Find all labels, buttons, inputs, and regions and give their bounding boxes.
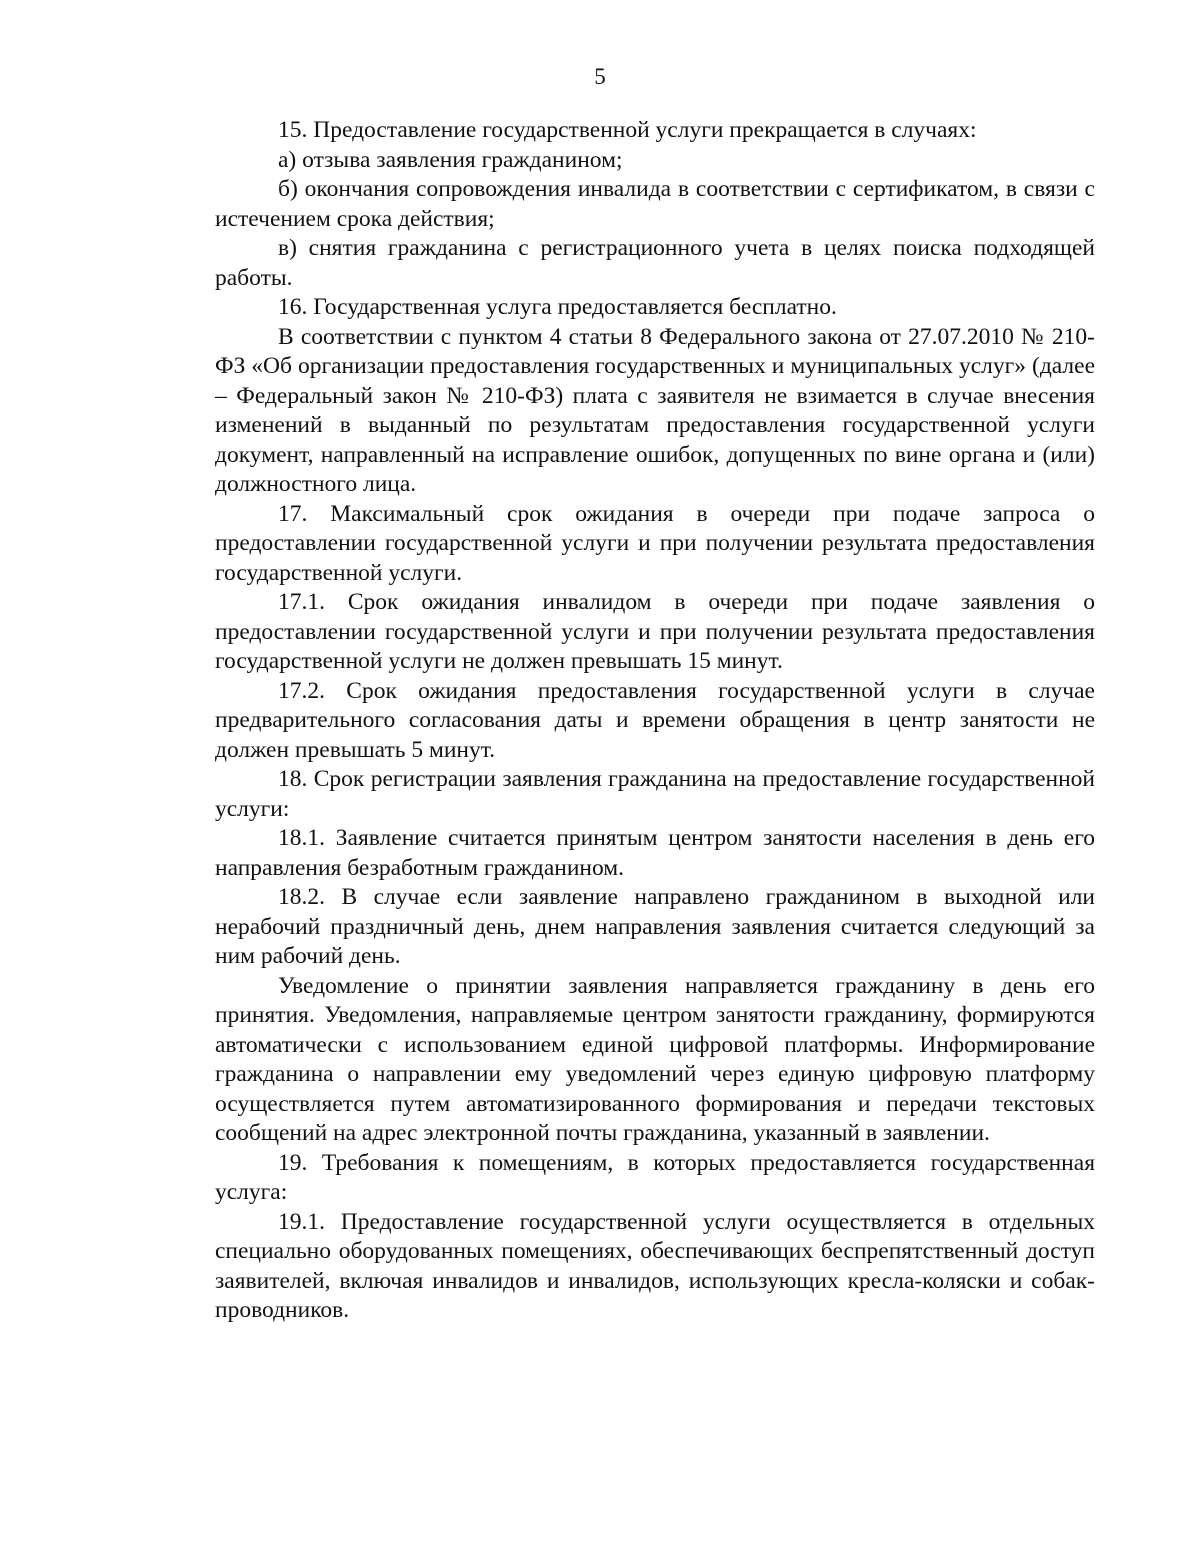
paragraph-17: 17. Максимальный срок ожидания в очереди при подаче запроса о предоставлении государственной услуги и при получении результата предоставления государственной услуги. [215, 500, 1095, 586]
paragraph-19-1: 19.1. Предоставление государственной услуги осуществляется в отдельных специально оборудованных помещениях, обеспечивающих беспрепятственный доступ заявителей, включая инвалидов и инвалидов, использующих кресла-коляски и собак-проводников. [215, 1208, 1095, 1323]
paragraph-18-2: 18.2. В случае если заявление направлено гражданином в выходной или нерабочий праздничный день, днем направления заявления считается следующий за ним рабочий день. [215, 884, 1095, 969]
paragraph-15-a: а) отзыва заявления гражданином; [278, 146, 623, 173]
paragraph-17-1: 17.1. Срок ожидания инвалидом в очереди при подаче заявления о предоставлении государственной услуги и при получении результата предоставления государственной услуги не должен превышать 15 минут. [215, 589, 1095, 674]
paragraph-19: 19. Требования к помещениям, в которых предоставляется государственная услуга: [215, 1149, 1095, 1205]
paragraph-16: 16. Государственная услуга предоставляется бесплатно. [278, 294, 837, 320]
paragraph-15-b: б) окончания сопровождения инвалида в соответствии с сертификатом, в связи с истечением срока действия; [215, 176, 1095, 232]
paragraph-15: 15. Предоставление государственной услуги прекращается в случаях: [278, 117, 977, 143]
paragraph-18-notification: Уведомление о принятии заявления направляется гражданину в день его принятия. Уведомления, направляемые центром занятости гражданину, формируются автоматически с использованием единой цифровой платформы. Информирование гражданина о направлении ему уведомлений через единую цифровую платформу осуществляется путем автоматизированного формирования и передачи текстовых сообщений на адрес электронной почты гражданина, указанный в заявлении. [215, 972, 1095, 1146]
paragraph-18-1: 18.1. Заявление считается принятым центром занятости населения в день его направления безработным гражданином. [215, 825, 1095, 881]
paragraph-15-v: в) снятия гражданина с регистрационного учета в целях поиска подходящей работы. [215, 235, 1095, 291]
document-body [215, 116, 1095, 1326]
paragraph-16-fee-exemption: В соответствии с пунктом 4 статьи 8 Федерального закона от 27.07.2010 № 210-ФЗ «Об организации предоставления государственных и муниципальных услуг» (далее – Федеральный закон № 210-ФЗ) плата с заявителя не взимается в случае внесения изменений в выданный по результатам предоставления государственной услуги документ, направленный на исправление ошибок, допущенных по вине органа и (или) должностного лица. [215, 323, 1095, 497]
paragraph-18: 18. Срок регистрации заявления гражданина на предоставление государственной услуги: [215, 766, 1095, 822]
paragraph-17-2: 17.2. Срок ожидания предоставления государственной услуги в случае предварительного согласования даты и времени обращения в центр занятости не должен превышать 5 минут. [215, 677, 1095, 763]
page-number: 5 [594, 64, 606, 89]
